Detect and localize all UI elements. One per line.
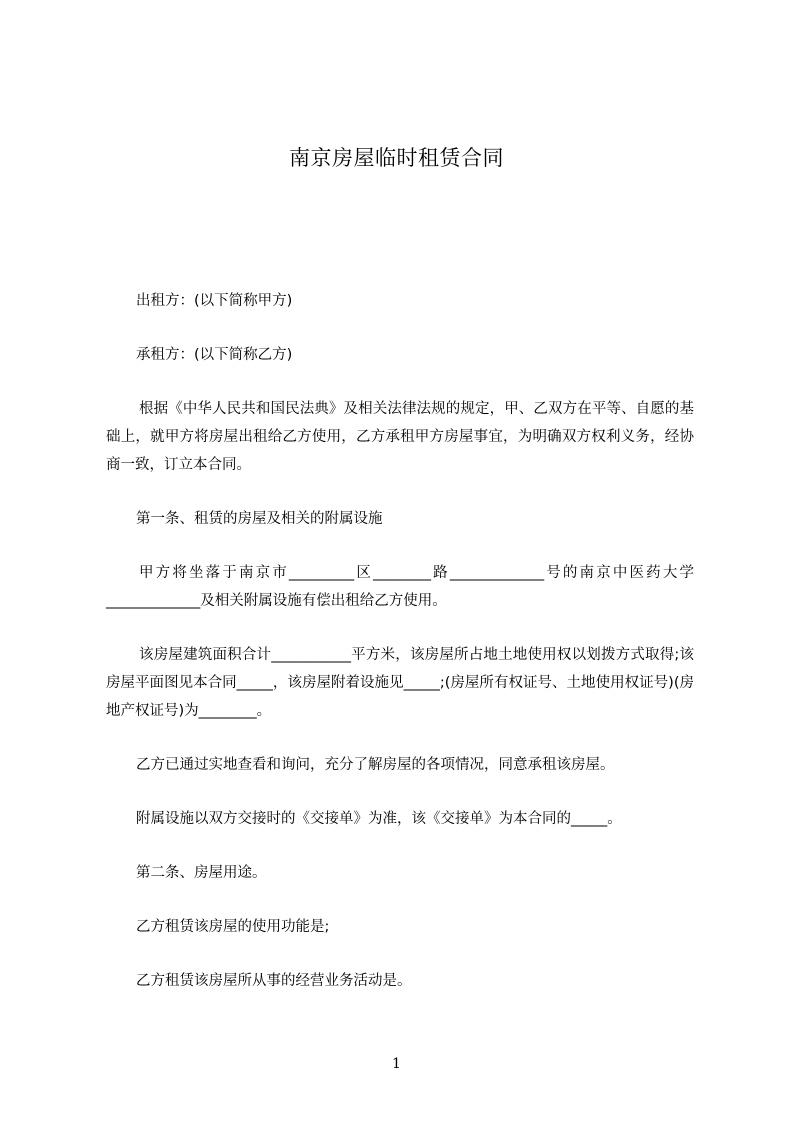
- document-title: 南京房屋临时租赁合同: [289, 146, 504, 170]
- page-number: 1: [392, 1056, 401, 1072]
- article1-heading: 第一条、租赁的房屋及相关的附属设施: [136, 511, 383, 527]
- article2-heading: 第二条、房屋用途。: [136, 865, 267, 881]
- article2-business-paragraph: 乙方租赁该房屋所从事的经营业务活动是。: [136, 973, 412, 989]
- document-body: [106, 287, 694, 995]
- article1-inspection-paragraph: 乙方已通过实地查看和询问，充分了解房屋的各项情况，同意承租该房屋。: [136, 757, 615, 773]
- lessee-line: 承租方：(以下简称乙方): [136, 347, 293, 363]
- article1-location-paragraph: 甲方将坐落于南京市_________区________路_____________号的南京中医药大学_____________及相关附属设施有偿出租给乙方使用。: [106, 565, 694, 609]
- article1-area-paragraph: 该房屋建筑面积合计___________平方米，该房屋所占地土地使用权以划拨方式取得;该房屋平面图见本合同_____，该房屋附着设施见_____;(房屋所有权证号、土地使用权证号)(房地产权证号)为________。: [106, 647, 694, 719]
- preamble-paragraph: 根据《中华人民共和国民法典》及相关法律法规的规定，甲、乙双方在平等、自愿的基础上，就甲方将房屋出租给乙方使用，乙方承租甲方房屋事宜，为明确双方权利义务，经协商一致，订立本合同。: [106, 401, 694, 473]
- lessor-line: 出租方：(以下简称甲方): [136, 293, 293, 309]
- article2-function-paragraph: 乙方租赁该房屋的使用功能是;: [136, 919, 330, 935]
- article1-handover-paragraph: 附属设施以双方交接时的《交接单》为准，该《交接单》为本合同的_____。: [136, 811, 622, 827]
